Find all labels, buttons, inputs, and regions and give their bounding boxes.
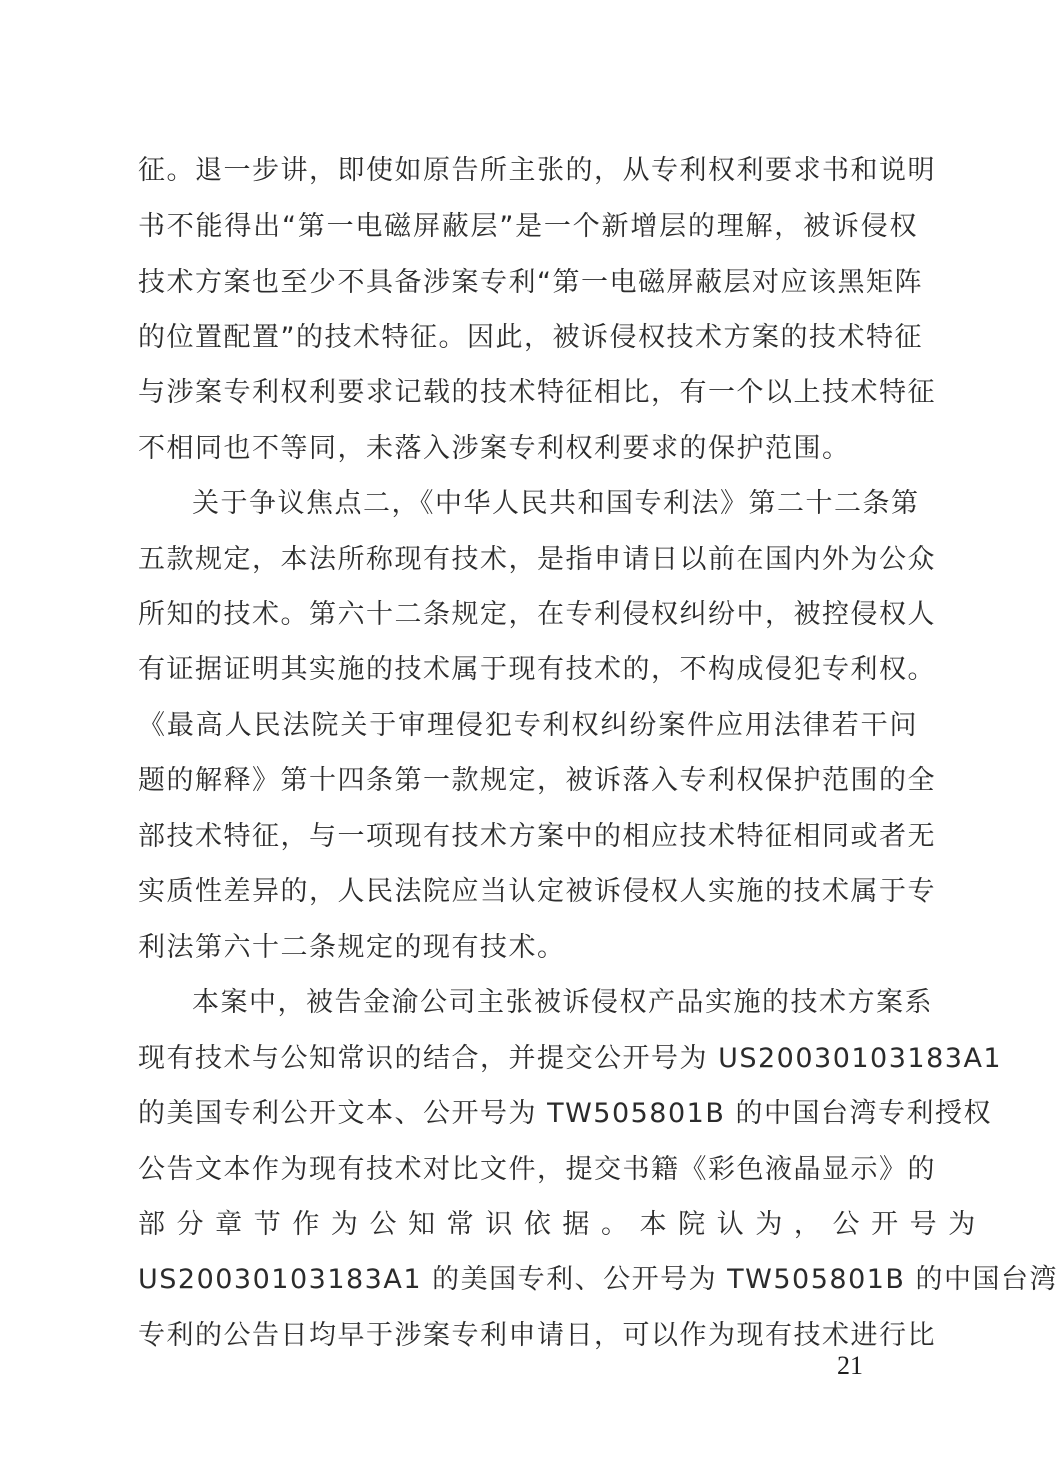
text-line: 与涉案专利权利要求记载的技术特征相比，有一个以上技术特征 [138,377,936,408]
text-line: 技术方案也至少不具备涉案专利“第一电磁屏蔽层对应该黑矩阵 [138,267,923,298]
text-line: 五款规定，本法所称现有技术，是指申请日以前在国内外为公众 [138,544,936,575]
text-line: 现有技术与公知常识的结合，并提交公开号为 US20030103183A1 [138,1043,1003,1074]
text-line: 书不能得出“第一电磁屏蔽层”是一个新增层的理解，被诉侵权 [138,211,918,242]
text-line: 《最高人民法院关于审理侵犯专利权纠纷案件应用法律若干问 [138,710,918,741]
text-line: 公告文本作为现有技术对比文件，提交书籍《彩色液晶显示》的 [138,1154,936,1185]
text-line: 有证据证明其实施的技术属于现有技术的，不构成侵犯专利权。 [138,654,936,685]
text-line: 的位置配置”的技术特征。因此，被诉侵权技术方案的技术特征 [138,322,923,353]
text-line: 征。退一步讲，即使如原告所主张的，从专利权利要求书和说明 [138,155,936,186]
text-line: 实质性差异的，人民法院应当认定被诉侵权人实施的技术属于专 [138,876,936,907]
text-line: 的美国专利公开文本、公开号为 TW505801B 的中国台湾专利授权 [138,1098,992,1129]
page-number: 21 [837,1351,863,1380]
text-line: 专利的公告日均早于涉案专利申请日，可以作为现有技术进行比 [138,1320,936,1351]
text-line: US20030103183A1 的美国专利、公开号为 TW505801B 的中国台湾 [138,1264,1058,1295]
text-line: 不相同也不等同，未落入涉案专利权利要求的保护范围。 [138,433,851,464]
text-line: 题的解释》第十四条第一款规定，被诉落入专利权保护范围的全 [138,765,936,796]
text-line: 部 分 章 节 作 为 公 知 常 识 依 据 。 本 院 认 为 ， 公 开 号 为 [138,1209,977,1240]
text-line: 部技术特征，与一项现有技术方案中的相应技术特征相同或者无 [138,821,936,852]
paragraph-first-line: 本案中，被告金渝公司主张被诉侵权产品实施的技术方案系 [192,987,933,1018]
paragraph-first-line: 关于争议焦点二，《中华人民共和国专利法》第二十二条第 [192,488,920,519]
text-line: 所知的技术。第六十二条规定，在专利侵权纠纷中，被控侵权人 [138,599,936,630]
text-line: 利法第六十二条规定的现有技术。 [138,932,566,963]
